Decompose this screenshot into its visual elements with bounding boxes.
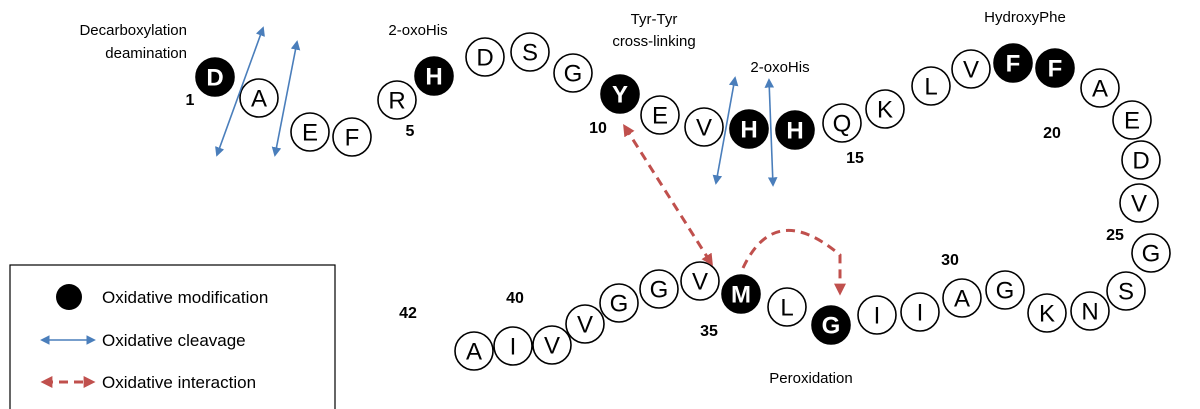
residue-21 [1081,69,1119,107]
residue-9 [554,54,592,92]
residue-35 [722,275,760,313]
residue-4 [333,118,371,156]
residue-letter: V [691,268,709,296]
annotation-tyrtyr: Tyr-Tyr [630,11,678,28]
legend-oxidized-marker-icon [56,284,82,310]
residue-15 [823,104,861,142]
residue-letter: H [425,63,443,91]
residue-33 [812,306,850,344]
legend [10,265,335,409]
residue-letter: K [1038,300,1056,328]
residue-26 [1107,272,1145,310]
annotation-oxohis-6: 2-oxoHis [388,22,448,39]
residue-42 [455,332,493,370]
residue-letter: G [563,60,583,88]
residue-letter: Q [832,110,852,138]
position-number-30: 30 [941,252,959,269]
interaction-arrows [625,127,840,292]
residue-letter: A [1091,75,1109,103]
annotation-peroxidation: Peroxidation [769,370,853,387]
residue-letter: V [695,114,713,142]
residue-14 [776,111,814,149]
residue-letter: F [1047,55,1063,83]
interaction-arrow-y10-m35 [625,127,711,263]
residue-chain [196,33,1170,370]
residue-2 [240,79,278,117]
residue-letter: V [962,56,980,84]
residue-12 [685,108,723,146]
residue-letter: E [651,102,669,130]
residue-letter: G [1141,240,1161,268]
legend-modification-label: Oxidative modification [102,288,269,307]
position-number-15: 15 [846,150,864,167]
residue-letter: A [465,338,483,366]
interaction-arrow-m35-g33 [743,230,840,292]
residue-37 [640,270,678,308]
residue-letter: A [953,285,971,313]
residue-letter: V [543,332,561,360]
residue-letter: M [731,281,751,309]
residue-20 [1036,49,1074,87]
residue-5 [378,81,416,119]
position-number-35: 35 [700,323,718,340]
residue-8 [511,33,549,71]
residue-letter: I [916,299,924,327]
residue-40 [533,326,571,364]
annotation-hydroxyphe: HydroxyPhe [984,9,1066,26]
annotation-deamination: deamination [105,45,187,62]
residue-11 [641,96,679,134]
residue-29 [986,271,1024,309]
residue-34 [768,288,806,326]
residue-24 [1120,184,1158,222]
residue-letter: H [740,116,758,144]
residue-letter: S [521,39,539,67]
residue-letter: D [1132,147,1150,175]
residue-letter: G [995,277,1015,305]
residue-letter: F [344,124,360,152]
residue-letter: I [509,333,517,361]
residue-18 [952,50,990,88]
residue-letter: G [609,290,629,318]
residue-41 [494,327,532,365]
residue-30 [943,279,981,317]
residue-letter: Y [611,81,629,109]
residue-25 [1132,234,1170,272]
position-number-25: 25 [1106,227,1124,244]
residue-1 [196,58,234,96]
residue-7 [466,38,504,76]
residue-16 [866,90,904,128]
position-number-5: 5 [405,123,415,140]
residue-letter: I [873,302,881,330]
residue-36 [681,262,719,300]
residue-letter: V [576,311,594,339]
cleavage-arrow-h13-h14 [769,80,773,185]
residue-38 [600,284,638,322]
residue-22 [1113,101,1151,139]
annotation-oxohis-13-14: 2-oxoHis [750,59,810,76]
residue-letter: D [206,64,224,92]
residue-6 [415,57,453,95]
residue-letter: E [1123,107,1141,135]
residue-letter: N [1081,298,1099,326]
residue-letter: A [250,85,268,113]
residue-letter: S [1117,278,1135,306]
residue-32 [858,296,896,334]
residue-letter: G [821,312,841,340]
residue-27 [1071,292,1109,330]
residue-letter: G [649,276,669,304]
position-number-40: 40 [506,290,524,307]
position-number-10: 10 [589,120,607,137]
residue-letter: V [1130,190,1148,218]
residue-10 [601,75,639,113]
position-number-42: 42 [399,305,417,322]
residue-3 [291,113,329,151]
residue-13 [730,110,768,148]
legend-cleavage-label: Oxidative cleavage [102,331,246,350]
residue-letter: D [476,44,494,72]
annotation-cross-linking: cross-linking [612,33,696,50]
residue-31 [901,293,939,331]
residue-letter: E [301,119,319,147]
residue-28 [1028,294,1066,332]
residue-letter: K [876,96,894,124]
residue-letter: R [388,87,406,115]
position-number-1: 1 [185,92,195,109]
residue-letter: L [924,73,938,101]
residue-39 [566,305,604,343]
residue-letter: L [780,294,794,322]
residue-19 [994,44,1032,82]
legend-interaction-label: Oxidative interaction [102,373,257,392]
residue-letter: H [786,117,804,145]
residue-17 [912,67,950,105]
residue-23 [1122,141,1160,179]
annotation-decarboxylation: Decarboxylation [79,22,187,39]
residue-letter: F [1005,50,1021,78]
position-number-20: 20 [1043,125,1061,142]
